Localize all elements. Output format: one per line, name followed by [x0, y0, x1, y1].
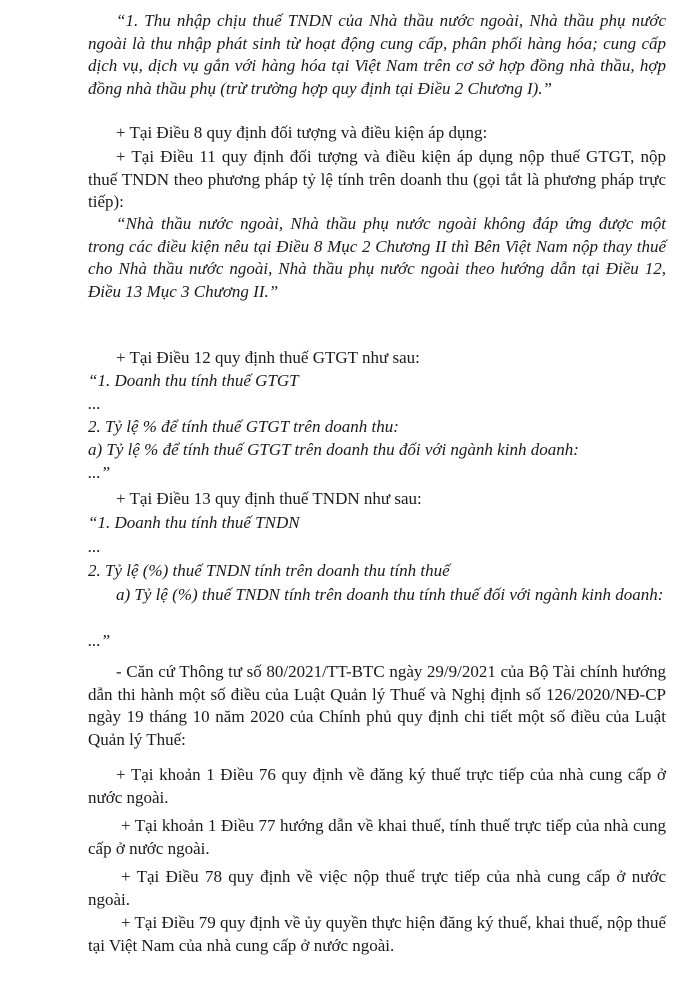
article-11-paragraph: + Tại Điều 11 quy định đối tượng và điều kiện áp dụng nộp thuế GTGT, nộp thuế TNDN theo phương pháp tỷ lệ tính trên doanh thu (gọi tắt là phương pháp trực tiếp):	[88, 147, 666, 211]
circular-80-paragraph: - Căn cứ Thông tư số 80/2021/TT-BTC ngày 29/9/2021 của Bộ Tài chính hướng dẫn thi hành một số điều của Luật Quản lý Thuế và Nghị định số 126/2020/NĐ-CP ngày 19 tháng 10 năm 2020 của Chính phủ quy định chi tiết một số điều của Luật Quản lý Thuế:	[88, 662, 666, 749]
article-79-paragraph: + Tại Điều 79 quy định về ủy quyền thực hiện đăng ký thuế, khai thuế, nộp thuế tại Việt Nam của nhà cung cấp ở nước ngoài.	[88, 913, 666, 955]
article-13-paragraph: + Tại Điều 13 quy định thuế TNDN như sau:	[116, 489, 422, 508]
article-77-paragraph: + Tại khoản 1 Điều 77 hướng dẫn về khai thuế, tính thuế trực tiếp của nhà cung cấp ở nước ngoài.	[88, 816, 666, 858]
quote-article-11: “Nhà thầu nước ngoài, Nhà thầu phụ nước ngoài không đáp ứng được một trong các điều kiện nêu tại Điều 8 Mục 2 Chương II thì Bên Việt Nam nộp thay thuế cho Nhà thầu nước ngoài, Nhà thầu phụ nước ngoài theo hướng dẫn tại Điều 12, Điều 13 Mục 3 Chương II.”	[88, 214, 666, 301]
ellipsis-line: ...	[88, 537, 101, 556]
article-12-paragraph: + Tại Điều 12 quy định thuế GTGT như sau:	[116, 348, 420, 367]
article-8-paragraph: + Tại Điều 8 quy định đối tượng và điều kiện áp dụng:	[116, 123, 488, 142]
quote-vat-rate: 2. Tỷ lệ % để tính thuế GTGT trên doanh thu:	[88, 417, 399, 436]
article-76-paragraph: + Tại khoản 1 Điều 76 quy định về đăng ký thuế trực tiếp của nhà cung cấp ở nước ngoài.	[88, 765, 666, 807]
quote-vat-rate-a: a) Tỷ lệ % để tính thuế GTGT trên doanh thu đối với ngành kinh doanh:	[88, 440, 579, 459]
ellipsis-close-line: ...”	[88, 463, 111, 482]
quote-cit-rate: 2. Tỷ lệ (%) thuế TNDN tính trên doanh thu tính thuế	[88, 561, 450, 580]
ellipsis-line: ...	[88, 394, 101, 413]
quote-cit-revenue: “1. Doanh thu tính thuế TNDN	[88, 513, 300, 532]
article-78-paragraph: + Tại Điều 78 quy định về việc nộp thuế trực tiếp của nhà cung cấp ở nước ngoài.	[88, 867, 666, 909]
quote-cit-rate-a: a) Tỷ lệ (%) thuế TNDN tính trên doanh thu tính thuế đối với ngành kinh doanh:	[116, 585, 664, 604]
ellipsis-close-line: ...”	[88, 631, 111, 650]
quote-taxable-income: “1. Thu nhập chịu thuế TNDN của Nhà thầu nước ngoài, Nhà thầu phụ nước ngoài là thu nhập phát sinh từ hoạt động cung cấp, phân phối hàng hóa; cung cấp dịch vụ, dịch vụ gắn với hàng hóa tại Việt Nam trên cơ sở hợp đồng nhà thầu, hợp đồng nhà thầu phụ (trừ trường hợp quy định tại Điều 2 Chương I).”	[88, 11, 666, 98]
quote-vat-revenue: “1. Doanh thu tính thuế GTGT	[88, 371, 299, 390]
